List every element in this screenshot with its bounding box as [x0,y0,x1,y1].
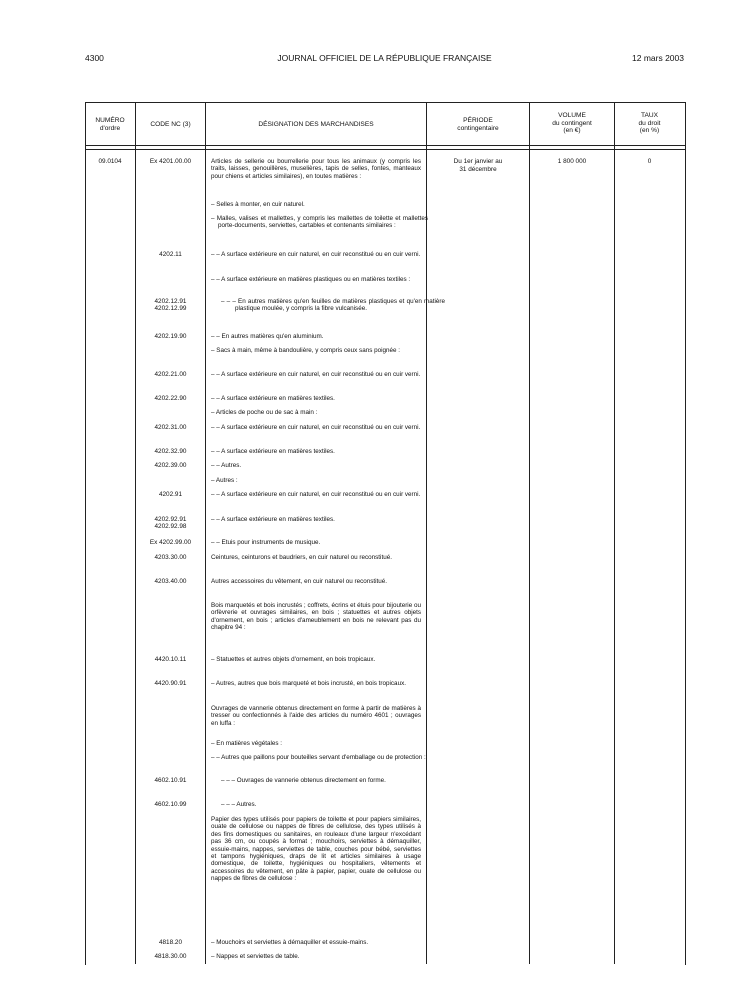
goods-description: – Statuettes et autres objets d'ornement, en bois tropicaux. [211,656,376,663]
nc-code: 4202.39.00 [154,462,187,469]
nc-code: 4420.10.11 [154,656,187,663]
goods-description: Papier des types utilisés pour papiers de toilette et pour papiers similaires, ouate de cellulose ou nappes de fibres de cellulose, des types utilisés à des fins domestiques ou sanitaires, en rouleaux d'une largeur n'excédant pas 36 cm, ou coupés à format ; mouchoirs, serviettes à démaquiller, essuie-mains, nappes, serviettes de table, couches pour bébé, serviettes et tampons hygiéniques, draps de lit et articles similaires à usage domestique, de toilette, hygiéniques ou hospitaliers, vêtements et accessoires du vêtement, en pâte à papier, papier, ouate de cellulose ou nappes de fibres de cellulose : [211,816,421,883]
goods-description: – Malles, valises et mallettes, y compris les mallettes de toilette et mallettes porte-documents, serviettes, cartables et contenants similaires : [211,215,428,230]
goods-description: – Nappes et serviettes de table. [211,953,300,960]
order-number: 09.0104 [98,158,122,165]
nc-code: 4202.12.91 4202.12.99 [154,298,187,313]
goods-description: – – Autres. [211,462,242,469]
goods-description: – – A surface extérieure en cuir naturel, en cuir reconstitué ou en cuir verni. [211,424,421,431]
nc-code: 4818.30.00 [154,953,187,960]
col-header-taux: TAUX du droit (en %) [638,112,661,134]
page-number: 4300 [85,53,104,63]
goods-description: – En matières végétales : [211,740,283,747]
nc-code: 4202.11 [159,251,182,258]
journal-title: JOURNAL OFFICIEL DE LA RÉPUBLIQUE FRANÇAISE [277,53,492,63]
quota-period: Du 1er janvier au 31 décembre [453,158,503,173]
goods-description: – – Autres que paillons pour bouteilles servant d'emballage ou de protection : [211,754,426,761]
col-header-numero: NUMÉRO d'ordre [95,117,125,132]
goods-description: – – – Autres. [221,801,257,808]
goods-description: – Autres : [211,477,238,484]
column-divider [529,102,530,964]
goods-description: Ceintures, ceinturons et baudriers, en cuir naturel ou reconstitué. [211,554,392,561]
goods-description: – – En autres matières qu'en aluminium. [211,333,324,340]
goods-description: – – A surface extérieure en matières plastiques ou en matières textiles : [211,276,411,283]
goods-description: – Autres, autres que bois marqueté et bois incrusté, en bois tropicaux. [211,680,406,687]
nc-code: 4202.21.00 [154,371,187,378]
nc-code: 4602.10.91 [154,777,187,784]
nc-code: Ex 4202.99.00 [149,539,192,546]
goods-description: – – Etuis pour instruments de musique. [211,539,321,546]
nc-code: 4203.30.00 [154,554,187,561]
goods-description: Autres accessoires du vêtement, en cuir naturel ou reconstitué. [211,578,388,585]
nc-code: 4202.19.90 [154,333,187,340]
publication-date: 12 mars 2003 [632,53,684,63]
quota-volume: 1 800 000 [557,158,587,165]
goods-description: – – A surface extérieure en cuir naturel, en cuir reconstitué ou en cuir verni. [211,491,421,498]
header-rule [85,149,685,150]
goods-description: – Mouchoirs et serviettes à démaquiller et essuie-mains. [211,939,369,946]
nc-code: 4420.90.91 [154,680,187,687]
column-divider [205,102,206,964]
column-divider [426,102,427,964]
goods-description: – – A surface extérieure en matières textiles. [211,516,335,523]
nc-code: 4202.32.90 [154,448,187,455]
goods-description: Articles de sellerie ou bourrellerie pour tous les animaux (y compris les traits, laisses, genouillères, muselières, tapis de selles, fontes, manteaux pour chiens et articles similaires), en toutes matières : [211,158,421,180]
nc-code: 4203.40.00 [154,578,187,585]
goods-description: – – A surface extérieure en cuir naturel, en cuir reconstitué ou en cuir verni. [211,251,421,258]
col-header-volume: VOLUME du contingent (en €) [552,112,592,134]
column-divider [135,102,136,964]
nc-code: 4202.31.00 [154,424,187,431]
goods-description: – – – Ouvrages de vannerie obtenus directement en forme. [221,777,386,784]
goods-description: – – A surface extérieure en matières textiles. [211,448,335,455]
duty-rate: 0 [647,158,652,165]
nc-code: 4818.20 [158,939,183,946]
col-header-designation: DÉSIGNATION DES MARCHANDISES [258,121,374,128]
nc-code: 4202.92.91 4202.92.98 [154,516,187,531]
header-rule [85,145,685,146]
goods-description: – – – En autres matières qu'en feuilles de matières plastiques et qu'en matière plastique moulée, y compris la fibre vulcanisée. [221,298,445,313]
nc-code: 4602.10.99 [154,801,187,808]
goods-description: Bois marquetés et bois incrustés ; coffrets, écrins et étuis pour bijouterie ou orfèvrerie et ouvrages similaires, en bois ; statuettes et autres objets d'ornement, en bois ; articles d'ameublement en bois ne relevant pas du chapitre 94 : [211,602,421,632]
goods-description: Ouvrages de vannerie obtenus directement en forme à partir de matières à tresser ou confectionnés à l'aide des articles du numéro 4601 ; ouvrages en luffa : [211,705,421,727]
goods-description: – – A surface extérieure en cuir naturel, en cuir reconstitué ou en cuir verni. [211,371,421,378]
col-header-code: CODE NC (3) [150,121,191,128]
goods-description: – Articles de poche ou de sac à main : [211,409,318,416]
nc-code: 4202.22.90 [154,395,187,402]
goods-description: – – A surface extérieure en matières textiles. [211,395,335,402]
nc-code: 4202.91 [158,491,183,498]
column-divider [614,102,615,964]
goods-description: – Selles à monter, en cuir naturel. [211,201,305,208]
col-header-periode: PÉRIODE contingentaire [457,117,499,132]
goods-description: – Sacs à main, même à bandoulière, y compris ceux sans poignée : [211,347,401,354]
nc-code: Ex 4201.00.00 [149,158,192,165]
